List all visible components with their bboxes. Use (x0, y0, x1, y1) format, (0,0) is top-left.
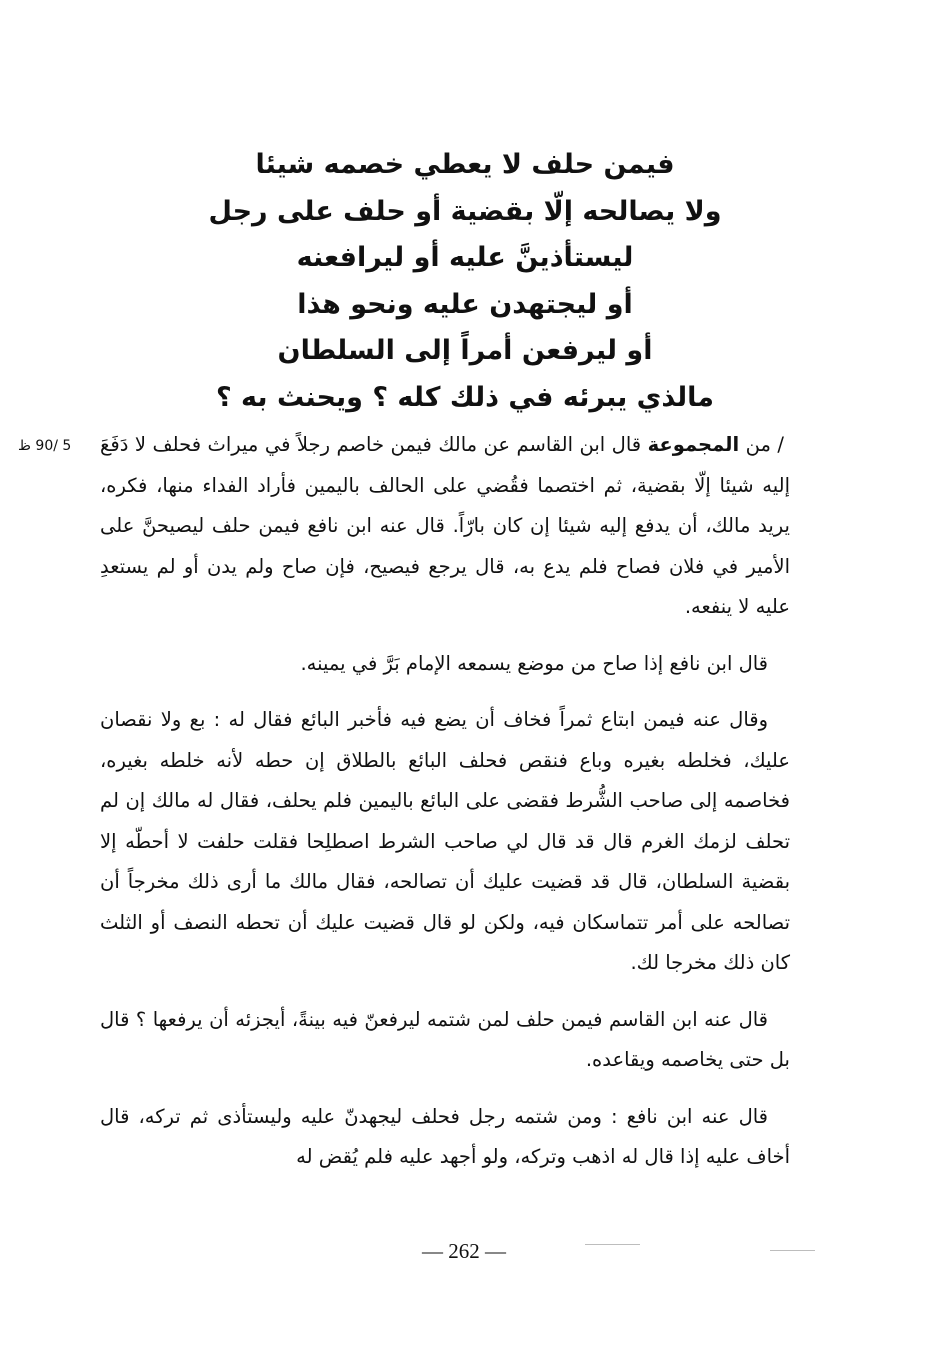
paragraph-lead: / من (739, 433, 784, 456)
heading-line: فيمن حلف لا يعطي خصمه شيئا (255, 149, 675, 180)
source-name: المجموعة (647, 433, 740, 456)
manuscript-folio-reference: 5 /90 ظ (18, 438, 72, 454)
paragraph (100, 425, 790, 628)
paragraph-text: قال ابن القاسم عن مالك فيمن خاصم رجلاً في ميراث فحلف لا دَفَعَ إليه شيئا إلّا بقضية، ثم اختصما فقُضي على الحالف باليمين فأراد الفداء منها، فكره، يريد مالك، أن يدفع إليه شيئا إن كان بارّاً. قال عنه ابن نافع فيمن حلف ليصيحنَّ على الأمير في فلان فصاح فلم يدع به، قال يرجع فيصيح، فإن صاح ولم يدن أو لم يستعدِ عليه لا ينفعه. (100, 433, 790, 618)
heading-line: ليستأذينَّ عليه أو ليرافعنه (296, 242, 634, 273)
scan-artifact (770, 1250, 815, 1251)
heading-line: أو ليرفعن أمراً إلى السلطان (277, 335, 653, 366)
scan-artifact (585, 1244, 640, 1245)
heading-line: أو ليجتهدن عليه ونحو هذا (297, 288, 633, 320)
paragraph: قال عنه ابن القاسم فيمن حلف لمن شتمه ليرفعنّ فيه بينةً، أيجزئه أن يرفعها ؟ قال بل حتى يخاصمه ويقاعده. (100, 1007, 790, 1071)
paragraph: قال عنه ابن نافع : ومن شتمه رجل فحلف ليجهدنّ عليه وليستأذى ثم تركه، قال أخاف عليه إذا قال له اذهب وتركه، ولو أجهد عليه فلم يُقض له (100, 1104, 790, 1168)
paragraph: قال ابن نافع إذا صاح من موضع يسمعه الإمام بَرَّ في يمينه. (300, 651, 768, 675)
body-text (100, 425, 790, 1194)
paragraph: وقال عنه فيمن ابتاع ثمراً فخاف أن يضع فيه فأخبر البائع فقال له : بع ولا نقصان عليك، فخلطه بغيره وباع فنقص فحلف البائع بالطلاق إن حطه لأنه خلطه بغيره، فخاصمه إلى صاحب الشُّرط فقضى على البائع باليمين فلم يحلف، فقال له مالك إن لم تحلف لزمك الغرم قال قد قال لي صاحب الشرط اصطلِحا فقلت حلفت لا أحطّه إلا بقضية السلطان، قال قد قضيت عليك أن تصالحه، فقال مالك ما أرى ذلك مخرجاً أن تصالحه على أمر تتماسكان فيه، ولكن لو قال قضيت عليك أن تحطه النصف أو الثلث كان ذلك مخرجا لك. (100, 708, 790, 974)
page-number: — 262 — (422, 1239, 506, 1263)
heading-line: مالذي يبرئه في ذلك كله ؟ ويحنث به ؟ (215, 381, 715, 413)
heading-line: ولا يصالحه إلّا بقضية أو حلف على رجل (208, 195, 722, 227)
chapter-heading (160, 142, 770, 421)
